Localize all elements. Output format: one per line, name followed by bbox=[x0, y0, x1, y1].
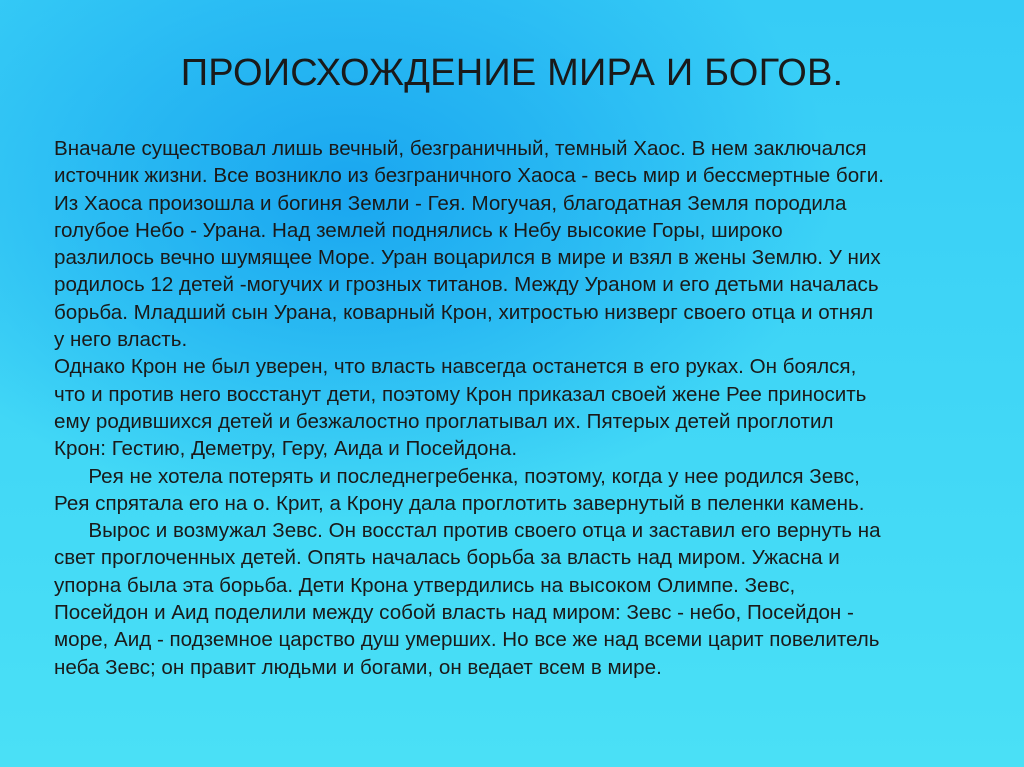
text-line: Рея не хотела потерять и последнегребенка, поэтому, когда у нее родился Зевс, bbox=[54, 464, 860, 488]
slide-title: ПРОИСХОЖДЕНИЕ МИРА И БОГОВ. bbox=[180, 52, 844, 94]
text-line: Вырос и возмужал Зевс. Он восстал против своего отца и заставил его вернуть на bbox=[54, 519, 881, 543]
text-line: разлилось вечно шумящее Море. Уран воцарился в мире и взял в жены Землю. У них bbox=[54, 246, 881, 270]
text-line: Из Хаоса произошла и богиня Земли - Гея. Могучая, благодатная Земля породила bbox=[54, 191, 847, 215]
text-line: борьба. Младший сын Урана, коварный Крон, хитростью низверг своего отца и отнял bbox=[54, 300, 874, 324]
text-line: родилось 12 детей -могучих и грозных титанов. Между Ураном и его детьми началась bbox=[54, 273, 879, 297]
text-line: неба Зевс; он правит людьми и богами, он ведает всем в мире. bbox=[54, 655, 662, 679]
text-line: Вначале существовал лишь вечный, безграничный, темный Хаос. В нем заключался bbox=[54, 137, 867, 160]
text-line: упорна была эта борьба. Дети Крона утвердились на высоком Олимпе. Зевс, bbox=[54, 573, 796, 597]
text-line: Посейдон и Аид поделили между собой власть над миром: Зевс - небо, Посейдон - bbox=[54, 601, 854, 625]
text-line: голубое Небо - Урана. Над землей поднялись к Небу высокие Горы, широко bbox=[54, 218, 783, 242]
text-line: у него власть. bbox=[54, 328, 188, 352]
text-line: ему родившихся детей и безжалостно проглатывал их. Пятерых детей проглотил bbox=[54, 409, 834, 433]
text-line: источник жизни. Все возникло из безграничного Хаоса - весь мир и бессмертные боги. bbox=[54, 164, 884, 188]
text-line: что и против него восстанут дети, поэтому Крон приказал своей жене Рее приносить bbox=[54, 382, 867, 406]
text-line: Крон: Гестию, Деметру, Геру, Аида и Посейдона. bbox=[54, 437, 518, 461]
text-line: Однако Крон не был уверен, что власть навсегда останется в его руках. Он боялся, bbox=[54, 355, 857, 379]
text-line: море, Аид - подземное царство душ умерших. Но все же над всеми царит повелитель bbox=[54, 628, 880, 652]
text-line: Рея спрятала его на о. Крит, а Крону дала проглотить завернутый в пеленки камень. bbox=[54, 491, 865, 515]
slide-body-text bbox=[54, 135, 984, 681]
text-line: свет проглоченных детей. Опять началась борьба за власть над миром. Ужасна и bbox=[54, 546, 840, 570]
